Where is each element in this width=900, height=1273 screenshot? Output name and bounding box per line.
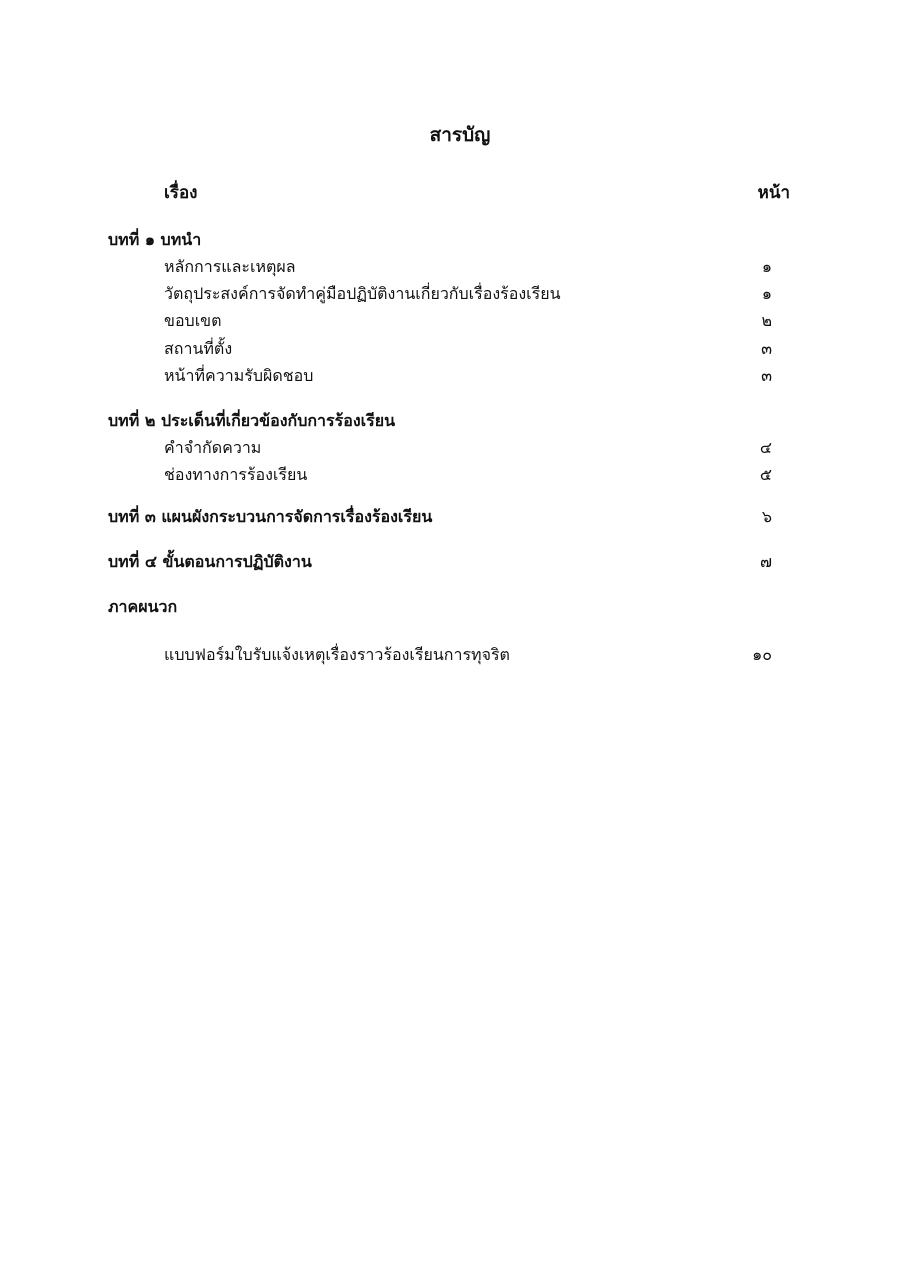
toc-entry-page: ๑: [761, 284, 772, 303]
toc-entry-label: คำจำกัดความ: [164, 438, 262, 457]
toc-entry-page: ๔: [759, 438, 772, 457]
toc-entry-label: ขอบเขต: [164, 311, 222, 330]
toc-entry-label: หน้าที่ความรับผิดชอบ: [164, 366, 314, 385]
chapter-4-title: บทที่ ๔ ขั้นตอนการปฏิบัติงาน: [108, 552, 312, 571]
toc-entry-page: ๒: [761, 311, 772, 330]
toc-entry-label: แบบฟอร์มใบรับแจ้งเหตุเรื่องราวร้องเรียนการทุจริต: [164, 645, 510, 664]
chapter-1-title: บทที่ ๑ บทนำ: [108, 230, 202, 249]
chapter-3-title: บทที่ ๓ แผนผังกระบวนการจัดการเรื่องร้องเรียน: [108, 507, 433, 526]
toc-entry-page: ๑๐: [752, 645, 772, 664]
toc-entry-page: ๕: [759, 465, 772, 484]
topic-column-header: เรื่อง: [164, 183, 198, 203]
appendix-title: ภาคผนวก: [108, 597, 178, 616]
toc-entry-page: ๓: [761, 339, 772, 358]
chapter-2-title: บทที่ ๒ ประเด็นที่เกี่ยวข้องกับการร้องเรียน: [108, 411, 395, 430]
toc-entry-label: วัตถุประสงค์การจัดทำคู่มือปฏิบัติงานเกี่ยวกับเรื่องร้องเรียน: [164, 284, 561, 303]
toc-entry-page: ๑: [761, 257, 772, 276]
page-title: สารบัญ: [429, 124, 491, 146]
toc-entry-label: ช่องทางการร้องเรียน: [164, 465, 308, 484]
toc-entry-label: หลักการและเหตุผล: [164, 257, 296, 276]
chapter-4-page: ๗: [759, 552, 772, 571]
chapter-3-page: ๖: [761, 507, 772, 526]
page-column-header: หน้า: [757, 183, 790, 203]
toc-entry-label: สถานที่ตั้ง: [164, 339, 233, 358]
toc-entry-page: ๓: [761, 366, 772, 385]
